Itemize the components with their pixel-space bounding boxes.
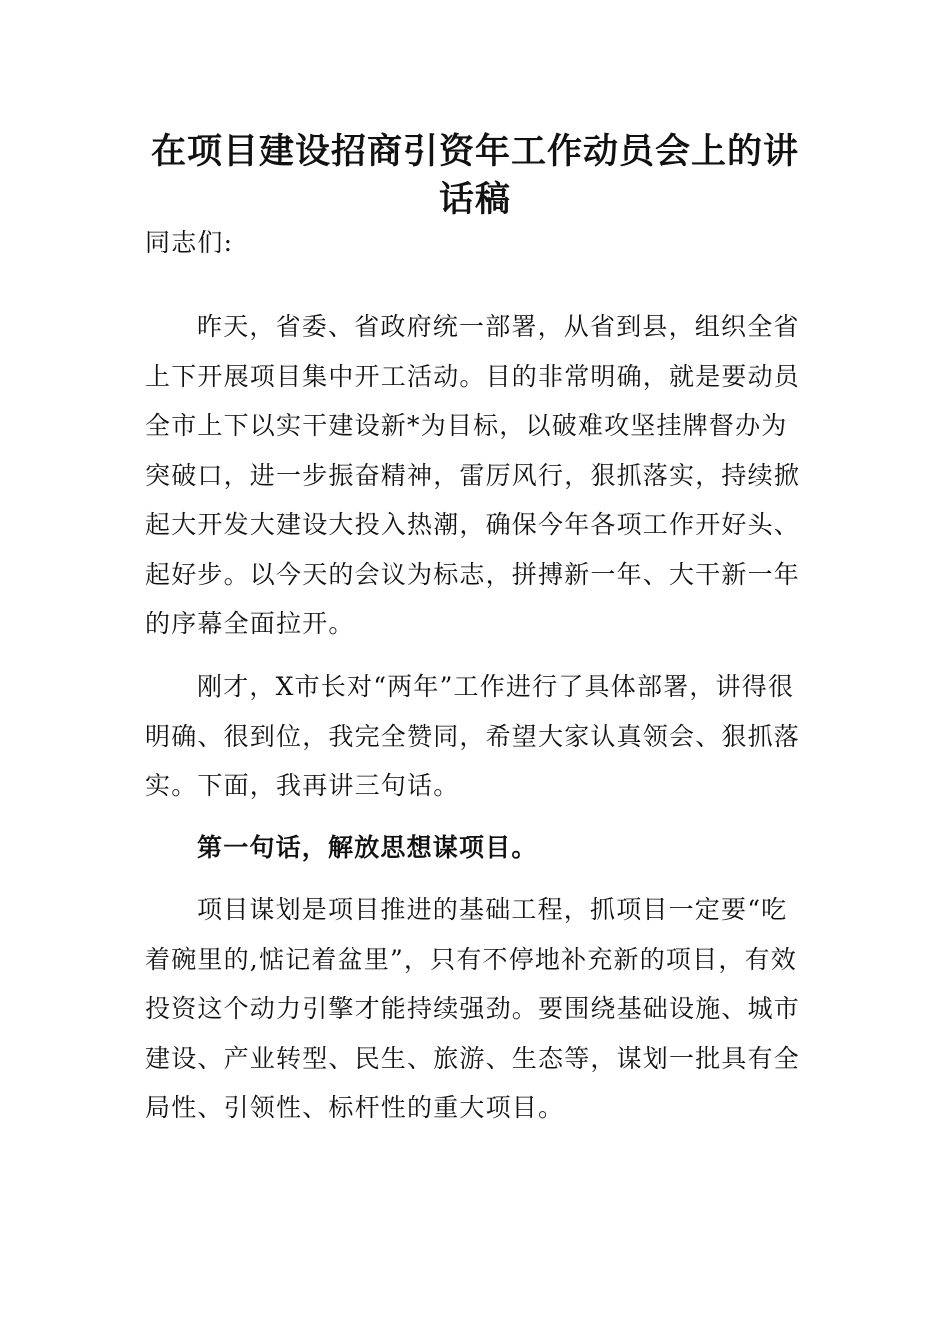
salutation: 同志们: [145, 228, 234, 257]
section-heading-1: 第一句话，解放思想谋项目。 [197, 833, 538, 862]
paragraph-opening: 昨天，省委、省政府统一部署，从省到县，组织全省上下开展项目集中开工活动。目的非常明确，就是要动员全市上下以实干建设新*为目标，以破难攻坚挂牌督办为突破口，进一步振奋精神，雷厉风行，狠抓落实，持续掀起大开发大建设大投入热潮，确保今年各项工作开好头、起好步。以今天的会议为标志，拼搏新一年、大干新一年的序幕全面拉开。 [145, 312, 801, 638]
paragraph-project-planning: 项目谋划是项目推进的基础工程，抓项目一定要“吃着碗里的,惦记着盆里”，只有不停地补充新的项目，有效投资这个动力引擎才能持续强劲。要围绕基础设施、城市建设、产业转型、民生、旅游、生态等，谋划一批具有全局性、引领性、标杆性的重大项目。 [145, 895, 801, 1122]
paragraph-deployment: 刚才，X市长对“两年”工作进行了具体部署，讲得很明确、很到位，我完全赞同，希望大家认真领会、狠抓落实。下面，我再讲三句话。 [145, 672, 801, 800]
document-title: 在项目建设招商引资年工作动员会上的讲话稿 [150, 131, 799, 220]
